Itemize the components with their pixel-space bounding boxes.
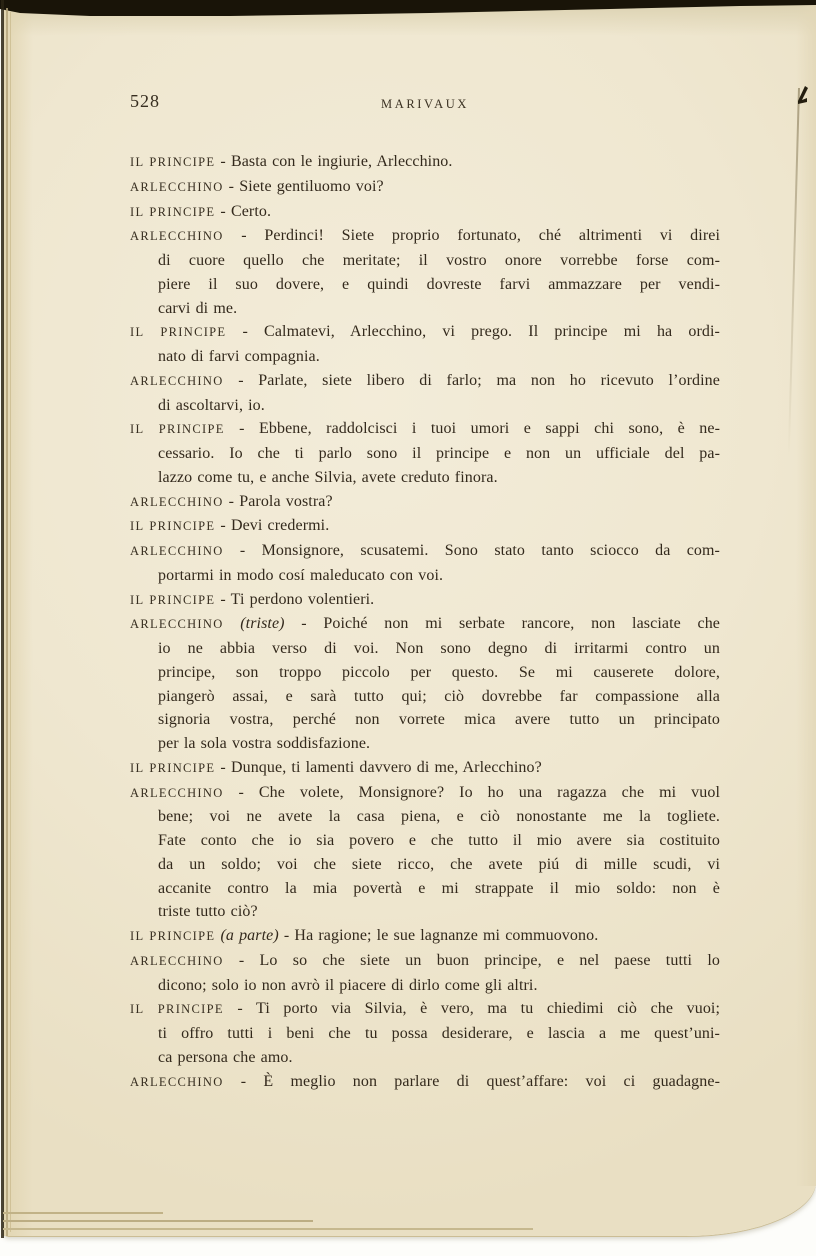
speaker-label: ARLECCHINO [130,179,224,194]
text-line: lazzo come tu, e anche Silvia, avete creduto finora. [158,468,498,486]
speaker-label: ARLECCHINO [130,953,224,968]
speaker-label: IL PRINCIPE [130,592,216,607]
text-line: IL PRINCIPE - Certo. [130,202,272,220]
speech [130,612,720,756]
dialogue [130,150,720,1094]
text-line: bene; voi ne avete la casa piena, e ciò nonostante me la togliete. [158,808,720,826]
speech [130,369,720,418]
text-line: IL PRINCIPE - Basta con le ingiurie, Arlecchino. [130,153,453,170]
page-right-shading [796,4,816,1186]
text-line: io ne abbia verso di voi. Non sono degno di irritarmi contro un [158,640,720,657]
speech [130,514,720,539]
speech [130,949,720,998]
speech [130,588,720,613]
speaker-label: ARLECCHINO [130,617,224,632]
speaker-label: ARLECCHINO [130,785,224,800]
text-line: ARLECCHINO - Parola vostra? [130,492,333,510]
text-line: ARLECCHINO - È meglio non parlare di quest’affare: voi ci guadagne- [130,1072,720,1090]
stage-direction: (triste) [240,615,285,633]
speaker-label: ARLECCHINO [130,494,224,509]
text-line: di ascoltarvi, io. [158,396,265,414]
text-line: cessario. Io che ti parlo sono il principe e non un ufficiale del pa- [158,445,720,462]
speech [130,781,720,925]
text-line: da un soldo; voi che siete ricco, che avete piú di mille scudi, vi [158,855,720,873]
text-line: IL PRINCIPE - Calmatevi, Arlecchino, vi prego. Il principe mi ha ordi- [130,323,720,341]
text-line: ca persona che amo. [158,1048,293,1066]
speech [130,539,720,588]
text-line: ARLECCHINO - Che volete, Monsignore? Io ho una ragazza che mi vuol [130,783,720,801]
text-line: IL PRINCIPE - Devi credermi. [130,517,330,535]
text-line: ti offro tutti i beni che tu possa desiderare, e lascia a me quest’uni- [158,1025,720,1042]
text-line: IL PRINCIPE - Dunque, ti lamenti davvero di me, Arlecchino? [130,758,542,776]
speech [130,490,720,515]
speaker-label: ARLECCHINO [130,544,224,558]
speaker-label: IL PRINCIPE [130,155,216,169]
scan-top-edge [0,0,816,22]
bottom-page-stack-line [3,1228,533,1230]
text-line: ARLECCHINO - Monsignore, scusatemi. Sono stato tanto sciocco da com- [130,542,720,559]
speaker-label: IL PRINCIPE [130,204,216,219]
text-line: principe, son troppo piccolo per questo. Se mi causerete dolore, [158,663,720,681]
speech [130,756,720,781]
speech [130,150,720,175]
text-line: accanite contro la mia povertà e mi strappate il mio soldo: non è [158,879,720,897]
text-line: ARLECCHINO - Perdinci! Siete proprio fortunato, ché altrimenti vi direi [130,227,720,245]
text-line: IL PRINCIPE - Ti porto via Silvia, è vero, ma tu chiedimi ciò che vuoi; [130,1000,721,1018]
text-line: IL PRINCIPE - Ebbene, raddolcisci i tuoi umori e sappi chi sono, è ne- [130,420,721,438]
speaker-label: IL PRINCIPE [130,519,216,534]
speaker-label: IL PRINCIPE [130,760,216,775]
speech [130,175,720,200]
text-line: ARLECCHINO (triste) - Poiché non mi serbate rancore, non lasciate che [130,615,721,633]
text-line: Fate conto che io sia povero e che tutto il mio avere sia costituito [158,832,720,849]
speaker-label: IL PRINCIPE [130,422,225,437]
left-page-stack-line [6,8,8,1236]
text-line: piangerò assai, e sarà tutto qui; ciò dovrebbe far compassione alla [158,687,720,705]
text-line: IL PRINCIPE (a parte) - Ha ragione; le sue lagnanze mi commuovono. [130,927,599,944]
text-line: portarmi in modo cosí maleducato con voi. [158,566,444,584]
text-line: per la sola vostra soddisfazione. [158,735,371,752]
text-line: ARLECCHINO - Lo so che siete un buon principe, e nel paese tutti lo [130,951,720,969]
speech [130,997,720,1069]
speech [130,224,720,320]
text-line: ARLECCHINO - Siete gentiluomo voi? [130,177,384,195]
speaker-label: ARLECCHINO [130,1074,224,1089]
text-line: piere il suo dovere, e quindi dovreste farvi ammazzare per vendi- [158,275,720,293]
left-page-edge-line [1,0,4,1238]
text-line: dicono; solo io non avrò il piacere di dirlo come gli altri. [158,976,538,994]
speech [130,200,720,225]
speech [130,1070,720,1095]
text-line: IL PRINCIPE - Ti perdono volentieri. [130,590,375,608]
stage-direction: (a parte) [220,927,279,944]
bottom-page-stack-line [3,1220,313,1222]
text-line: triste tutto ciò? [158,903,258,921]
text-line: di cuore quello che meritate; il vostro onore vorrebbe forse com- [158,252,720,269]
speech [130,417,720,489]
page-number: 528 [130,91,160,111]
speech [130,320,720,369]
speaker-label: IL PRINCIPE [130,929,216,943]
left-page-stack-line [10,12,11,1232]
speaker-label: ARLECCHINO [130,229,224,244]
speaker-label: IL PRINCIPE [130,1002,224,1017]
ink-mark [797,86,811,106]
running-header: MARIVAUX [381,97,469,111]
text-line: ARLECCHINO - Parlate, siete libero di farlo; ma non ho ricevuto l’ordine [130,371,720,389]
bottom-page-stack-line [3,1212,163,1214]
text-line: nato di farvi compagnia. [158,348,320,365]
speaker-label: IL PRINCIPE [130,325,227,340]
speaker-label: ARLECCHINO [130,373,224,388]
text-line: carvi di me. [158,299,238,317]
text-line: signoria vostra, perché non vorrete mica avere tutto un principato [158,711,720,729]
speech [130,924,720,949]
